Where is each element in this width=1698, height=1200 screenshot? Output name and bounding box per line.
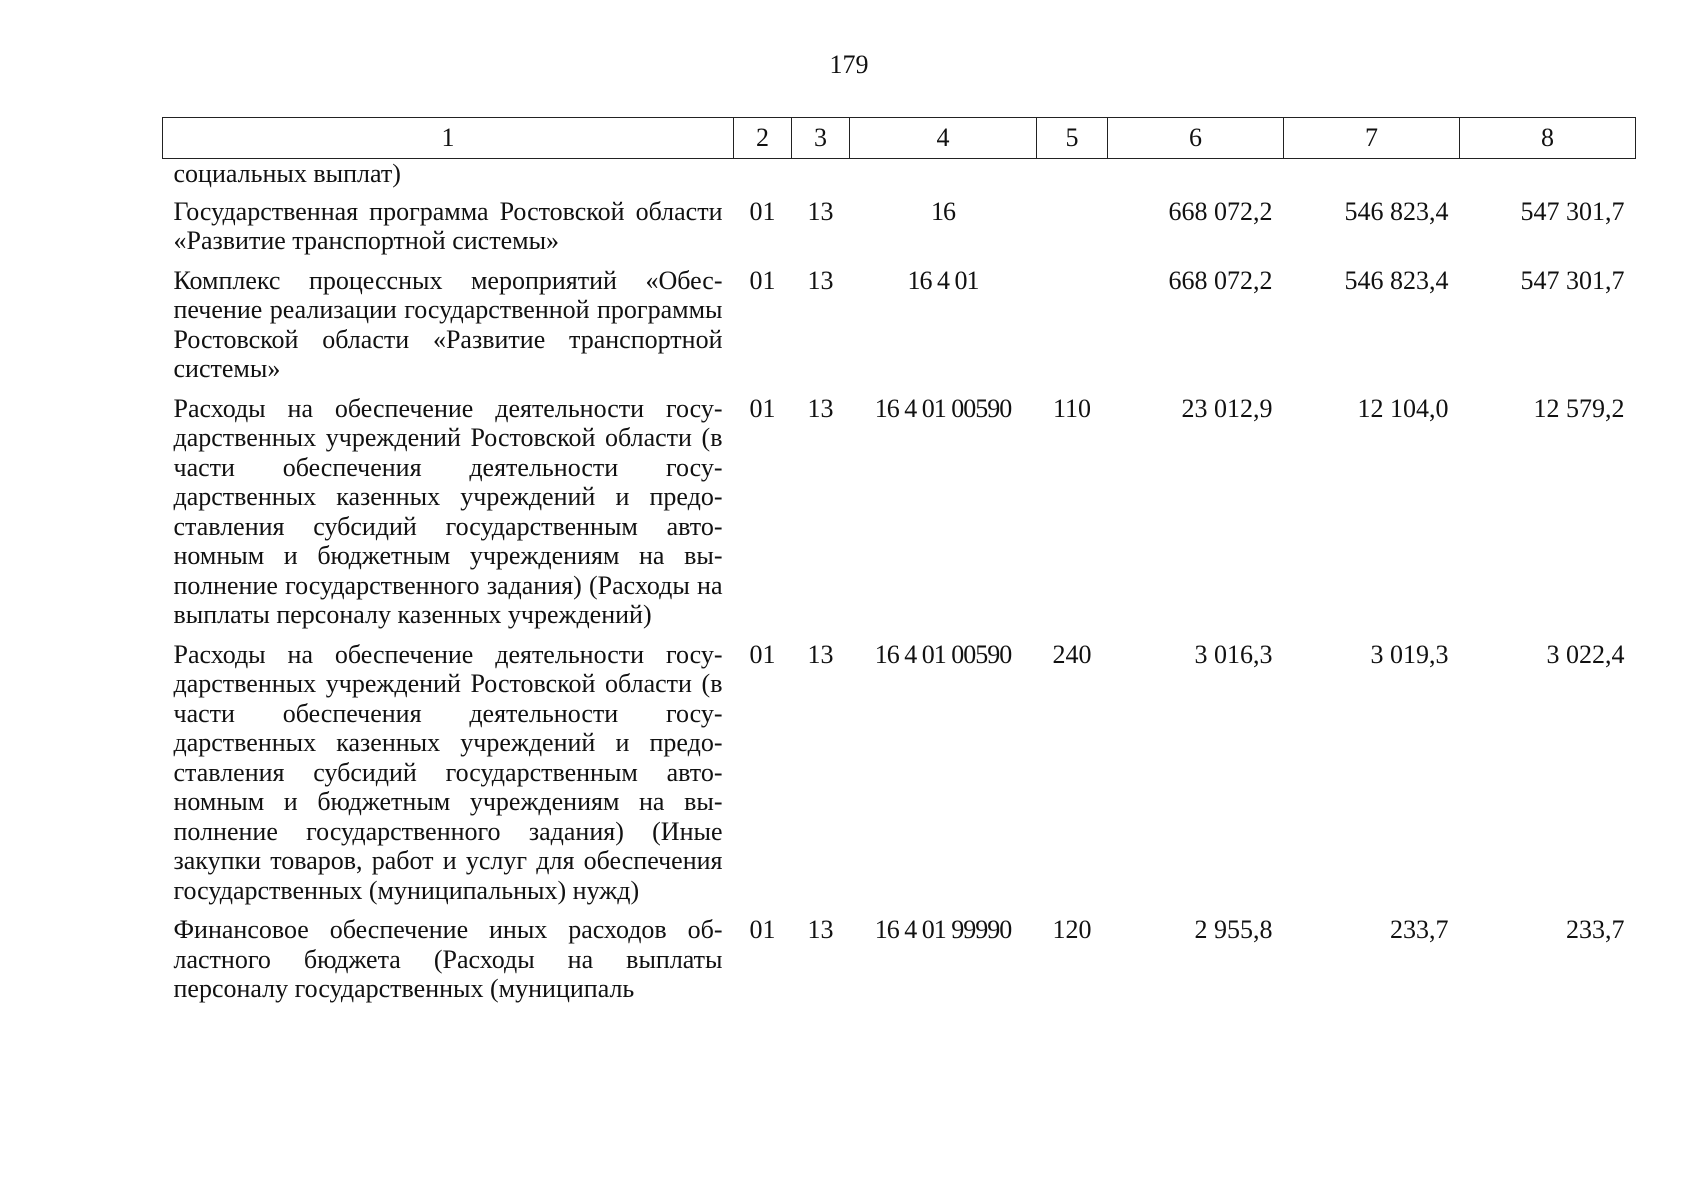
column-header-8: 8 xyxy=(1460,118,1636,159)
row-value-7: 12 104,0 xyxy=(1357,393,1449,423)
row-expense-type xyxy=(1037,266,1108,394)
row-value-7: 233,7 xyxy=(1390,915,1449,944)
table-row xyxy=(163,915,1636,1014)
table-row xyxy=(163,159,1636,197)
row-expense-type: 120 xyxy=(1052,915,1092,944)
column-header-7: 7 xyxy=(1284,118,1460,159)
row-section xyxy=(734,159,792,197)
column-header-4: 4 xyxy=(850,118,1037,159)
row-value-6 xyxy=(1108,159,1284,197)
row-subsection: 13 xyxy=(807,393,834,423)
row-value-8: 12 579,2 xyxy=(1533,393,1625,423)
page-number: 179 xyxy=(829,50,869,79)
row-name: Расходы на обеспечение деятельности государственных учреждений Ростовской области (в части обеспечения деятельности государственных казенных учреждений и предоставления субсидий государственным автономным и бюджетным учреждениям на выполнение государственного задания) (Иные закупки товаров, работ и услуг для обеспечения государственных (муниципальных) нужд) xyxy=(173,639,723,905)
column-header-3: 3 xyxy=(792,118,850,159)
row-value-7: 3 019,3 xyxy=(1370,639,1449,669)
column-header-6: 6 xyxy=(1108,118,1284,159)
row-section: 01 xyxy=(749,915,776,944)
row-name: Государственная программа Ростовской области «Развитие транспортной системы» xyxy=(173,196,723,255)
row-name: Финансовое обеспечение иных расходов областного бюджета (Расходы на выплаты персоналу государственных (муниципаль xyxy=(173,915,723,1003)
column-header-2: 2 xyxy=(734,118,792,159)
row-name: социальных выплат) xyxy=(173,159,401,188)
row-name: Расходы на обеспечение деятельности государственных учреждений Ростовской области (в части обеспечения деятельности государственных казенных учреждений и предоставления субсидий государственным автономным и бюджетным учреждениям на выполнение государственного задания) (Расходы на выплаты персоналу казенных учреждений) xyxy=(173,393,723,629)
row-value-8: 3 022,4 xyxy=(1546,639,1625,669)
column-header-5: 5 xyxy=(1037,118,1108,159)
row-value-8: 547 301,7 xyxy=(1520,196,1625,226)
row-value-6: 668 072,2 xyxy=(1168,265,1273,295)
row-target-article: 16 xyxy=(931,196,955,226)
row-target-article: 16 4 01 00590 xyxy=(874,639,1012,669)
row-value-7: 546 823,4 xyxy=(1344,265,1449,295)
table-row xyxy=(163,640,1636,916)
row-value-6: 668 072,2 xyxy=(1168,196,1273,226)
row-expense-type: 110 xyxy=(1052,393,1092,423)
row-value-7: 546 823,4 xyxy=(1344,196,1449,226)
row-subsection xyxy=(792,159,850,197)
row-value-8 xyxy=(1460,159,1636,197)
row-section: 01 xyxy=(749,393,776,423)
budget-table xyxy=(162,117,1636,1014)
row-value-7 xyxy=(1284,159,1460,197)
row-target-article: 16 4 01 00590 xyxy=(874,393,1012,423)
row-value-6: 2 955,8 xyxy=(1194,915,1273,944)
row-expense-type: 240 xyxy=(1052,639,1092,669)
table-header-row xyxy=(163,118,1636,159)
row-value-8: 233,7 xyxy=(1566,915,1625,944)
table-row xyxy=(163,266,1636,394)
row-name: Комплекс процессных мероприятий «Обеспечение реализации государственной программы Ростовской области «Развитие транспортной системы» xyxy=(173,265,723,383)
row-section: 01 xyxy=(749,265,776,295)
row-target-article xyxy=(850,159,1037,197)
row-target-article: 16 4 01 xyxy=(907,265,979,295)
row-value-6: 23 012,9 xyxy=(1181,393,1273,423)
row-target-article: 16 4 01 99990 xyxy=(874,915,1012,944)
row-subsection: 13 xyxy=(807,196,834,226)
row-section: 01 xyxy=(749,639,776,669)
table-row xyxy=(163,394,1636,640)
row-section: 01 xyxy=(749,196,776,226)
table-row xyxy=(163,197,1636,266)
row-expense-type xyxy=(1037,159,1108,197)
row-subsection: 13 xyxy=(807,265,834,295)
row-subsection: 13 xyxy=(807,915,834,944)
row-value-8: 547 301,7 xyxy=(1520,265,1625,295)
row-expense-type xyxy=(1037,197,1108,266)
row-value-6: 3 016,3 xyxy=(1194,639,1273,669)
row-subsection: 13 xyxy=(807,639,834,669)
column-header-1: 1 xyxy=(163,118,734,159)
